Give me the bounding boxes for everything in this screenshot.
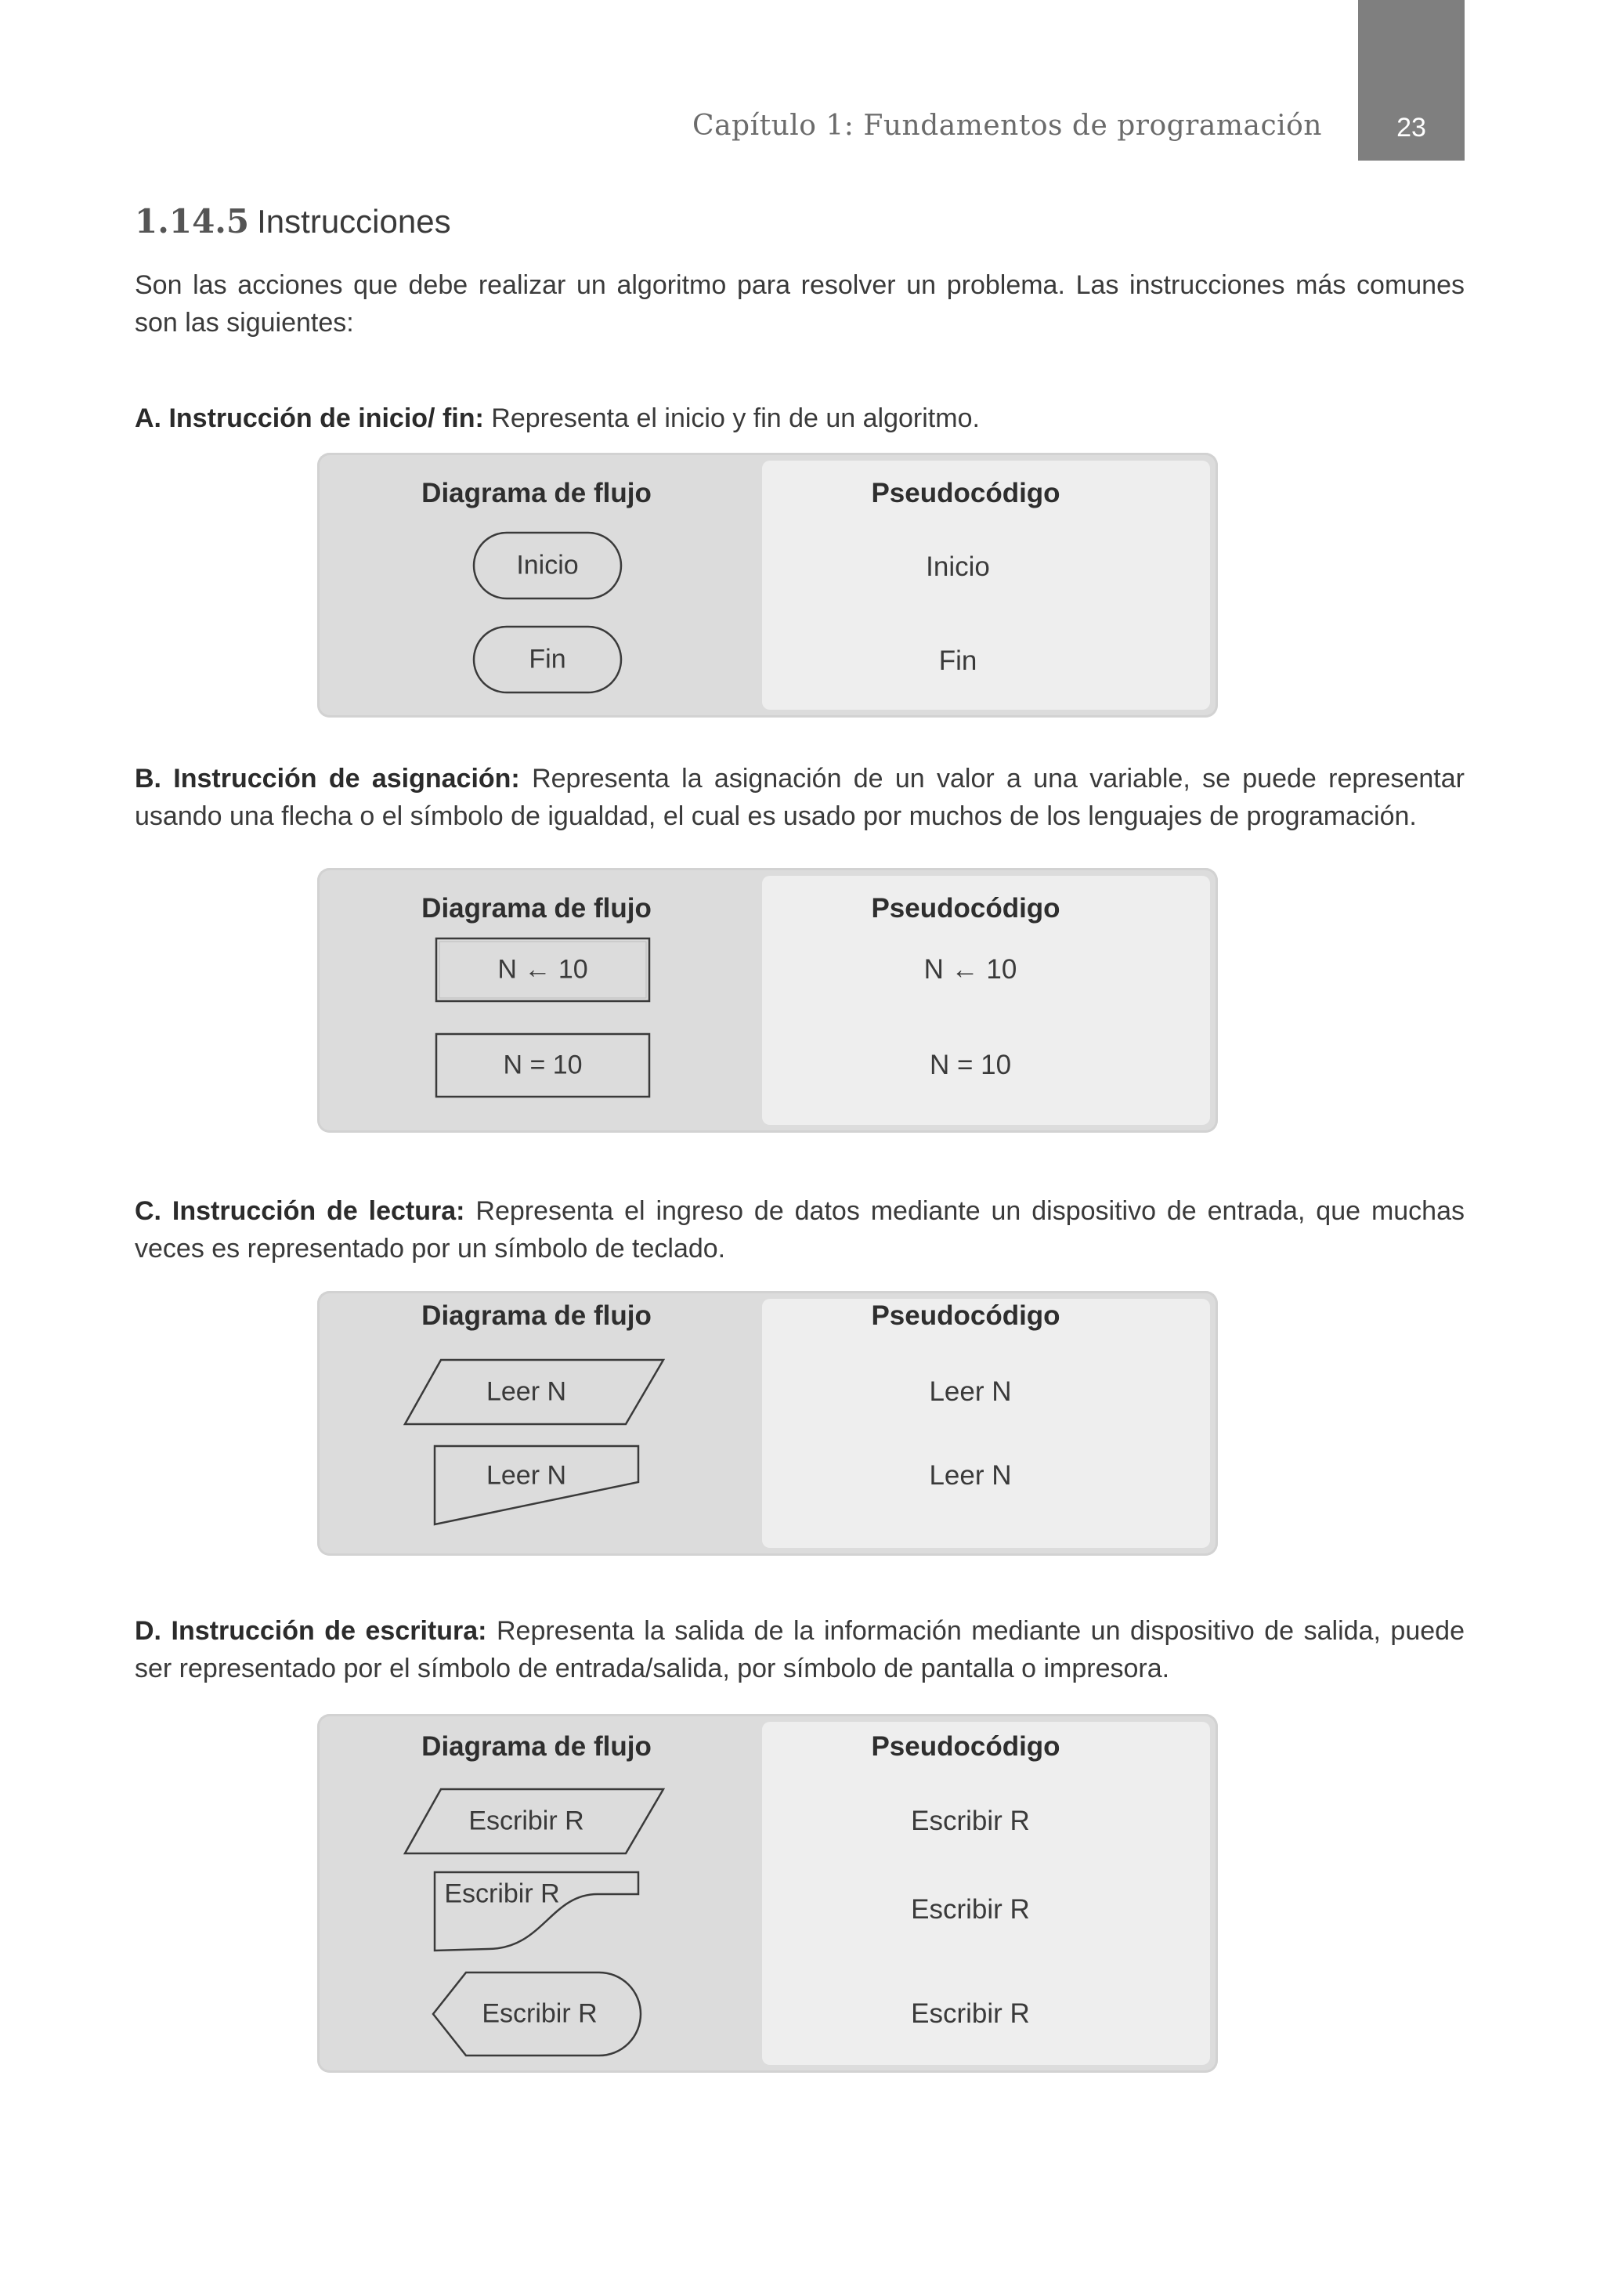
pseudo-text: Escribir R — [911, 1998, 1030, 2029]
flow-label: Escribir R — [468, 1806, 584, 1836]
pseudo-text: Leer N — [929, 1460, 1012, 1491]
flow-label: Escribir R — [482, 1998, 598, 2029]
table-b-pseudo-header: Pseudocódigo — [871, 893, 1060, 924]
paragraph-b-lead: B. Instrucción de asignación: — [135, 764, 520, 794]
flow-label: N = 10 — [503, 1050, 583, 1080]
table-c-pseudo-header: Pseudocódigo — [871, 1300, 1060, 1331]
paragraph-a-lead: A. Instrucción de inicio/ fin: — [135, 403, 484, 433]
table-b-flow-header: Diagrama de flujo — [421, 893, 652, 924]
table-d-flow-header: Diagrama de flujo — [421, 1731, 652, 1762]
paragraph-a — [135, 400, 1465, 437]
pseudo-text: Inicio — [926, 551, 990, 582]
flow-label: Inicio — [516, 550, 579, 580]
flow-label: Fin — [529, 644, 566, 674]
pseudo-text: Leer N — [929, 1376, 1012, 1407]
pseudo-text: N = 10 — [929, 1050, 1012, 1080]
table-a-pseudo-header: Pseudocódigo — [871, 478, 1060, 508]
table-c — [317, 1291, 1218, 1556]
table-d-pseudo-header: Pseudocódigo — [871, 1731, 1060, 1762]
paragraph-b-text: Representa la asignación de un valor a una variable, se puede representar usando una flecha o el símbolo de igualdad, el cual es usado por muchos de los lenguajes de programación. — [135, 764, 1465, 831]
pseudo-text: Fin — [938, 645, 977, 676]
paragraph-c — [135, 1192, 1465, 1267]
paragraph-c-text: Representa el ingreso de datos mediante un dispositivo de entrada, que muchas veces es representado por un símbolo de teclado. — [135, 1196, 1465, 1264]
flow-label: Escribir R — [444, 1878, 560, 1909]
section-number: 1.14.5 — [135, 202, 250, 240]
page-number: 23 — [1396, 113, 1426, 143]
table-b — [317, 868, 1218, 1133]
paragraph-d — [135, 1612, 1465, 1687]
flow-label: N ← 10 — [497, 954, 588, 985]
table-a — [317, 453, 1218, 718]
table-d — [317, 1714, 1218, 2073]
section-heading: Instrucciones — [257, 203, 451, 240]
paragraph-a-text: Representa el inicio y fin de un algoritmo. — [483, 403, 980, 433]
section-title — [135, 202, 451, 240]
page-number-tab — [1358, 0, 1465, 161]
running-header: Capítulo 1: Fundamentos de programación — [692, 110, 1322, 142]
pseudo-text: N ← 10 — [923, 954, 1017, 985]
paragraph-c-lead: C. Instrucción de lectura: — [135, 1196, 465, 1226]
flow-label: Leer N — [486, 1460, 567, 1491]
pseudo-text: Escribir R — [911, 1806, 1030, 1836]
table-c-flow-header: Diagrama de flujo — [421, 1300, 652, 1331]
table-c-pseudo-panel — [762, 1299, 1210, 1548]
intro-paragraph: Son las acciones que debe realizar un algoritmo para resolver un problema. Las instrucciones más comunes son las siguientes: — [135, 270, 1465, 338]
paragraph-b — [135, 760, 1465, 835]
paragraph-d-lead: D. Instrucción de escritura: — [135, 1616, 487, 1646]
table-a-flow-header: Diagrama de flujo — [421, 478, 652, 508]
paragraph-d-text: Representa la salida de la información mediante un dispositivo de salida, puede ser representado por el símbolo de entrada/salida, por símbolo de pantalla o impresora. — [135, 1616, 1465, 1683]
flow-label: Leer N — [486, 1376, 567, 1407]
pseudo-text: Escribir R — [911, 1894, 1030, 1925]
